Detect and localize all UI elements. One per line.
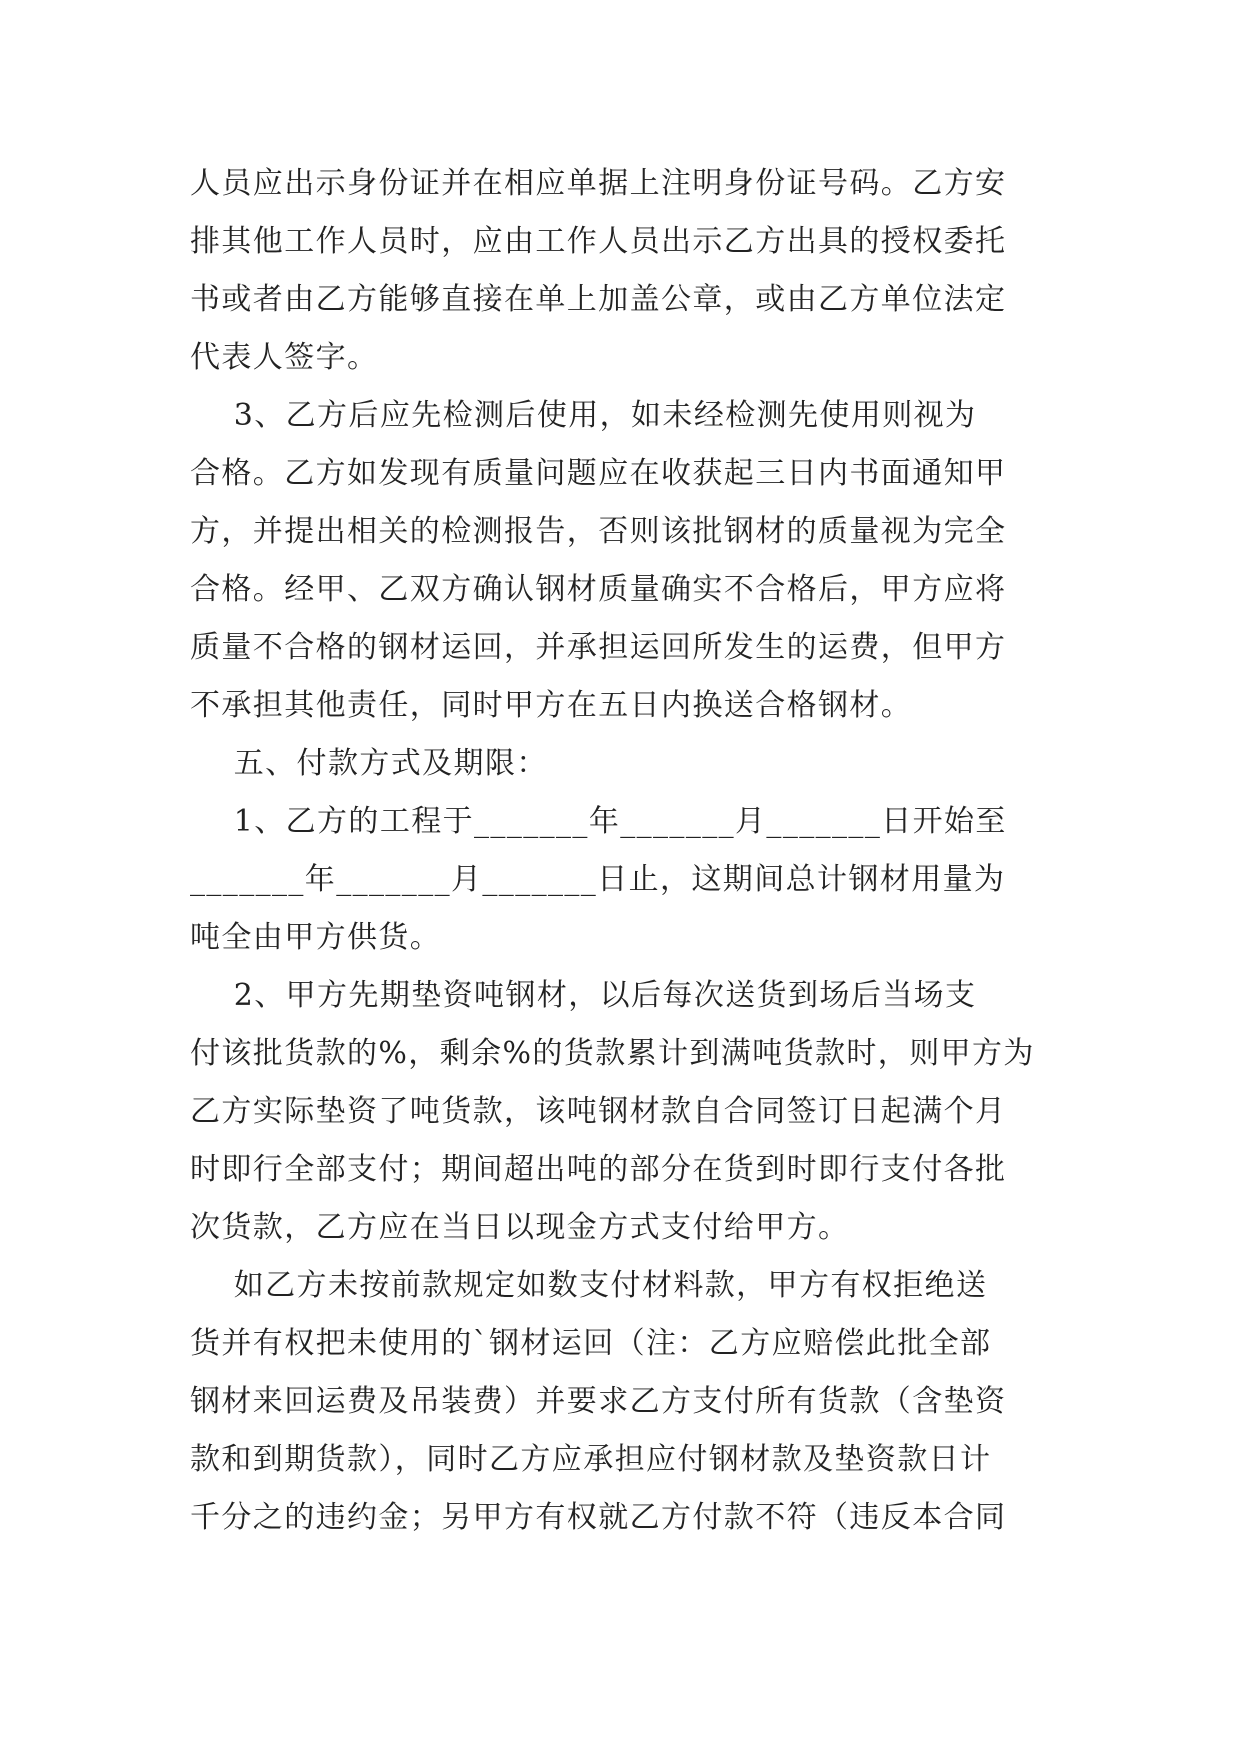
text-line: 合格。乙方如发现有质量问题应在收获起三日内书面通知甲 xyxy=(190,456,1007,491)
text-line: 人员应出示身份证并在相应单据上注明身份证号码。乙方安 xyxy=(190,166,1007,201)
text-line: 款和到期货款），同时乙方应承担应付钢材款及垫资款日计 xyxy=(190,1442,992,1477)
text-line: 2、甲方先期垫资吨钢材，以后每次送货到场后当场支 xyxy=(190,978,977,1013)
text-line: _______年_______月_______日止，这期间总计钢材用量为 xyxy=(190,862,1006,897)
text-line: 3、乙方后应先检测后使用，如未经检测先使用则视为 xyxy=(190,398,977,433)
text-line: 书或者由乙方能够直接在单上加盖公章，或由乙方单位法定 xyxy=(190,282,1007,317)
text-line: 不承担其他责任，同时甲方在五日内换送合格钢材。 xyxy=(190,688,913,723)
text-line: 质量不合格的钢材运回，并承担运回所发生的运费，但甲方 xyxy=(190,630,1007,665)
text-line: 方，并提出相关的检测报告，否则该批钢材的质量视为完全 xyxy=(190,514,1007,549)
text-line: 时即行全部支付；期间超出吨的部分在货到时即行支付各批 xyxy=(190,1152,1007,1187)
text-line: 千分之的违约金；另甲方有权就乙方付款不符（违反本合同 xyxy=(190,1500,1007,1535)
document-body xyxy=(190,155,1052,1547)
text-line: 排其他工作人员时，应由工作人员出示乙方出具的授权委托 xyxy=(190,224,1007,259)
text-line: 代表人签字。 xyxy=(190,340,379,375)
text-line: 1、乙方的工程于_______年_______月_______日开始至 xyxy=(190,804,1007,839)
text-line: 次货款，乙方应在当日以现金方式支付给甲方。 xyxy=(190,1210,850,1245)
text-line: 吨全由甲方供货。 xyxy=(190,920,442,955)
section-heading: 五、付款方式及期限： xyxy=(190,746,548,781)
text-line: 乙方实际垫资了吨货款，该吨钢材款自合同签订日起满个月 xyxy=(190,1094,1007,1129)
text-line: 付该批货款的%，剩余%的货款累计到满吨货款时，则甲方为 xyxy=(190,1036,1035,1071)
text-line: 如乙方未按前款规定如数支付材料款，甲方有权拒绝送 xyxy=(190,1268,988,1303)
text-line: 货并有权把未使用的`钢材运回（注：乙方应赔偿此批全部 xyxy=(190,1326,992,1361)
text-line: 合格。经甲、乙双方确认钢材质量确实不合格后，甲方应将 xyxy=(190,572,1007,607)
text-line: 钢材来回运费及吊装费）并要求乙方支付所有货款（含垫资 xyxy=(190,1384,1007,1419)
